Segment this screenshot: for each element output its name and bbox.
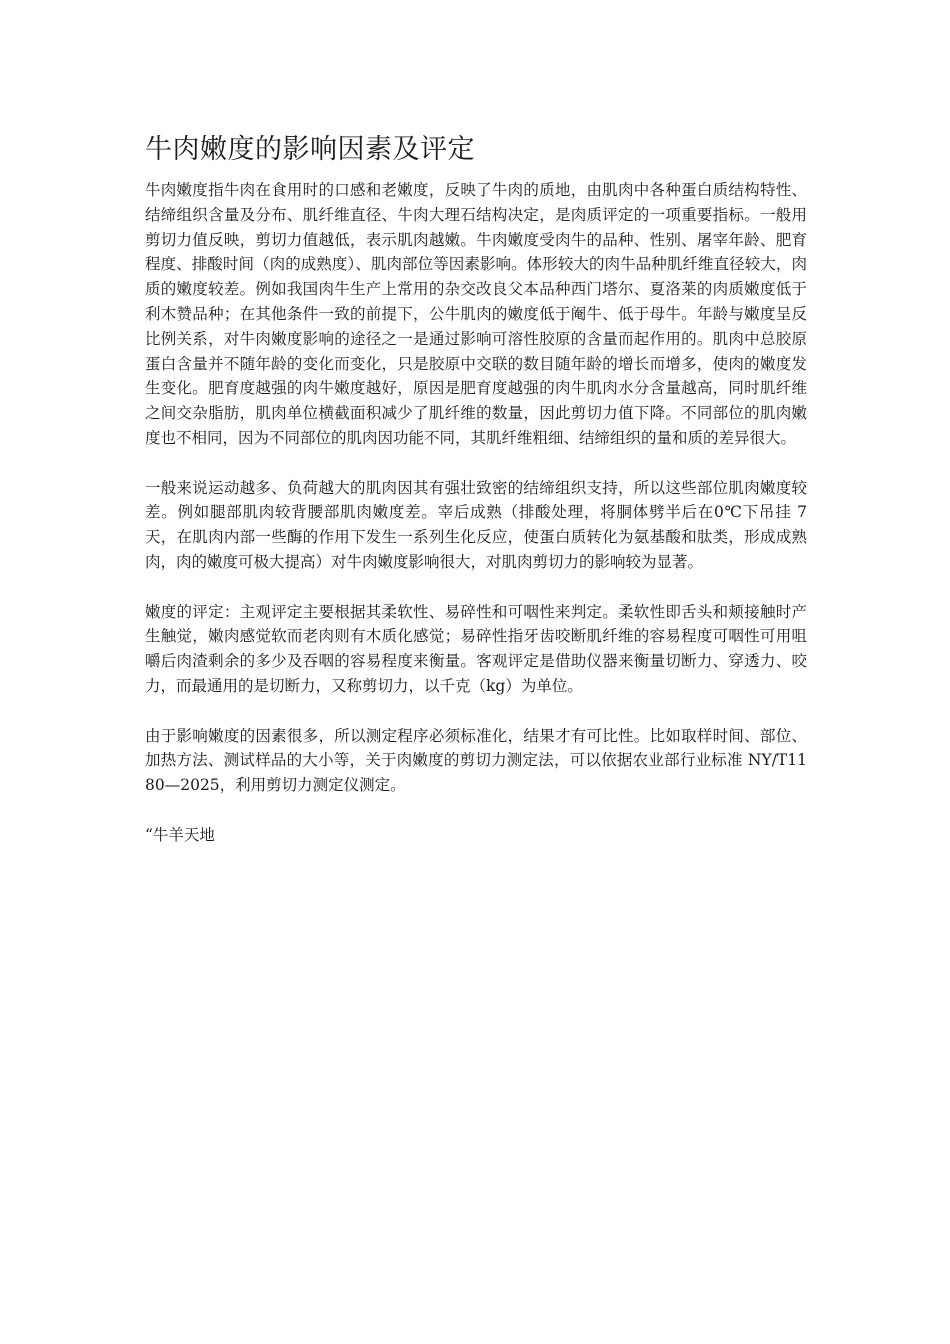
- source-footer: “牛羊天地: [145, 825, 215, 844]
- paragraph-evaluation: 嫩度的评定：主观评定主要根据其柔软性、易碎性和可咽性来判定。柔软性即舌头和颊接触时产生触觉，嫩肉感觉软而老肉则有木质化感觉；易碎性指牙齿咬断肌纤维的容易程度可咽性可用咀嚼后肉渣剩余的多少及吞咽的容易程度来衡量。客观评定是借助仪器来衡量切断力、穿透力、咬力，而最通用的是切断力，又称剪切力，以千克（kg）为单位。: [145, 602, 807, 695]
- document-title: 牛肉嫩度的影响因素及评定: [145, 134, 475, 165]
- document-page: [145, 128, 807, 848]
- paragraph-aging: 一般来说运动越多、负荷越大的肌肉因其有强壮致密的结缔组织支持，所以这些部位肌肉嫩度较差。例如腿部肌肉较背腰部肌肉嫩度差。宰后成熟（排酸处理，将胴体劈半后在0℃下吊挂 7 天，在肌肉内部一些酶的作用下发生一系列生化反应，使蛋白质转化为氨基酸和肽类，形成成熟肉，肉的嫩度可极大提高）对牛肉嫩度影响很大，对肌肉剪切力的影响较为显著。: [145, 478, 807, 571]
- paragraph-breed-factors: 牛肉嫩度指牛肉在食用时的口感和老嫩度，反映了牛肉的质地，由肌肉中各种蛋白质结构特性、结缔组织含量及分布、肌纤维直径、牛肉大理石结构决定，是肉质评定的一项重要指标。一般用剪切力值反映，剪切力值越低，表示肌肉越嫩。牛肉嫩度受肉牛的品种、性别、屠宰年龄、肥育程度、排酸时间（肉的成熟度）、肌肉部位等因素影响。体形较大的肉牛品种肌纤维直径较大，肉质的嫩度较差。例如我国肉牛生产上常用的杂交改良父本品种西门塔尔、夏洛莱的肉质嫩度低于利木赞品种；在其他条件一致的前提下，公牛肌肉的嫩度低于阉牛、低于母牛。年龄与嫩度呈反比例关系，对牛肉嫩度影响的途径之一是通过影响可溶性胶原的含量而起作用的。肌肉中总胶原蛋白含量并不随年龄的变化而变化，只是胶原中交联的数目随年龄的增长而增多，使肉的嫩度发生变化。肥育度越强的肉牛嫩度越好，原因是肥育度越强的肉牛肌肉水分含量越高，同时肌纤维之间交杂脂肪，肌肉单位横截面积减少了肌纤维的数量，因此剪切力值下降。不同部位的肌肉嫩度也不相同，因为不同部位的肌肉因功能不同，其肌纤维粗细、结缔组织的量和质的差异很大。: [145, 181, 807, 447]
- paragraph-standard: 由于影响嫩度的因素很多，所以测定程序必须标准化，结果才有可比性。比如取样时间、部位、加热方法、测试样品的大小等，关于肉嫩度的剪切力测定法，可以依据农业部行业标准 NY/T1180—2025，利用剪切力测定仪测定。: [145, 726, 807, 795]
